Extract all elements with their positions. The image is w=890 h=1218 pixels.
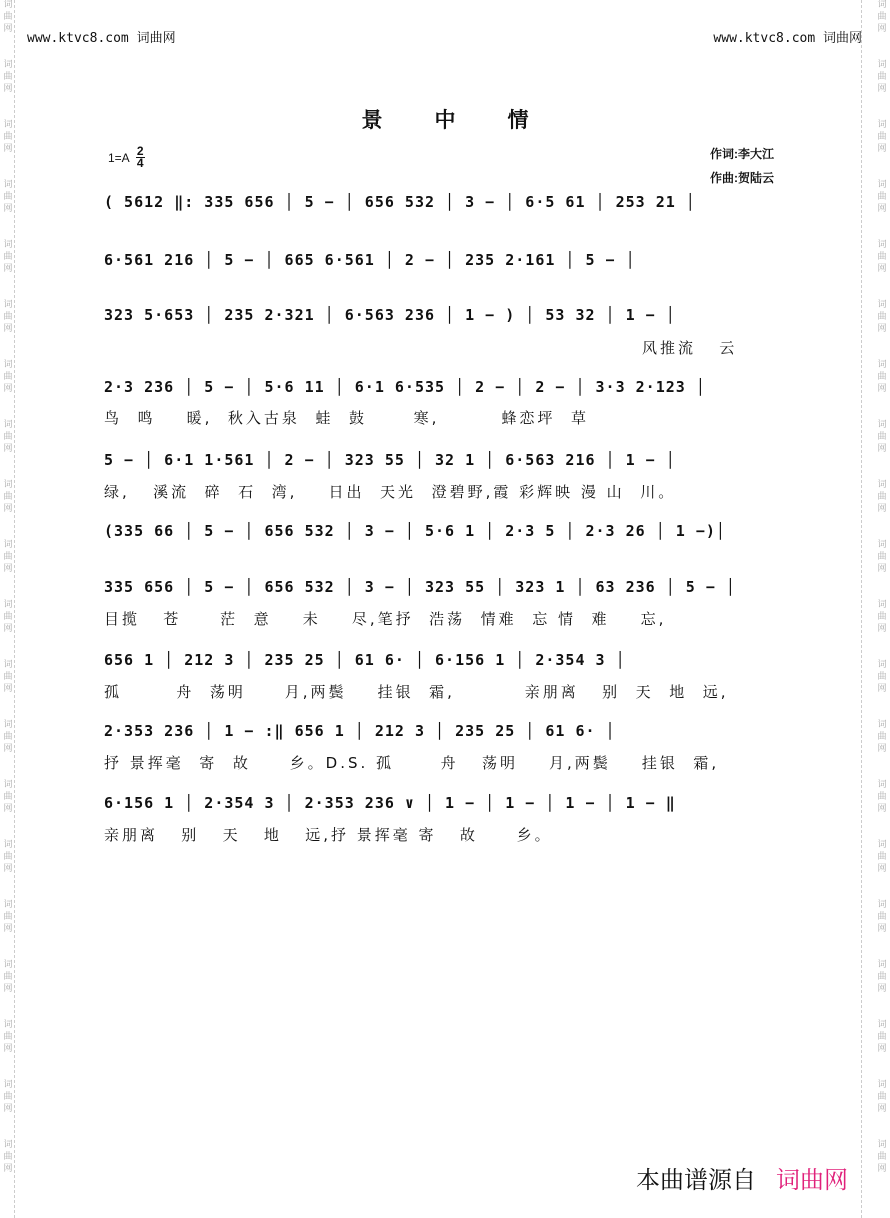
side-watermark-char: 曲 bbox=[3, 72, 13, 82]
lyric-line-7: 亲朋离 别 天 地 远,抒 景挥毫 寄 故 乡。 bbox=[104, 826, 553, 844]
side-watermark-char: 词 bbox=[3, 1140, 13, 1150]
side-watermark-char: 词 bbox=[877, 360, 887, 370]
side-watermark-char: 曲 bbox=[3, 1032, 13, 1042]
side-watermark-char: 词 bbox=[877, 1080, 887, 1090]
side-watermark-char: 曲 bbox=[3, 792, 13, 802]
side-watermark-char: 词 bbox=[877, 840, 887, 850]
side-watermark-char: 曲 bbox=[877, 312, 887, 322]
score-line-3: 323 5·653 │ 235 2·321 │ 6·563 236 │ 1 − ) │ 53 32 │ 1 − │ bbox=[104, 306, 676, 324]
side-watermark-char: 网 bbox=[877, 804, 887, 814]
side-watermark-char: 曲 bbox=[3, 432, 13, 442]
side-watermark-char: 网 bbox=[3, 84, 13, 94]
side-watermark-char: 网 bbox=[877, 624, 887, 634]
side-watermark-char: 曲 bbox=[877, 72, 887, 82]
lyric-line-4: 目揽 苍 茫 意 未 尽,笔抒 浩荡 情难 忘 情 难 忘, bbox=[104, 610, 667, 628]
side-watermark-char: 曲 bbox=[3, 612, 13, 622]
side-watermark-char: 词 bbox=[877, 780, 887, 790]
side-watermark-char: 曲 bbox=[877, 792, 887, 802]
side-watermark-char: 词 bbox=[877, 180, 887, 190]
side-watermark-char: 曲 bbox=[877, 1152, 887, 1162]
side-watermark-char: 网 bbox=[877, 864, 887, 874]
score-line-9: 2·353 236 │ 1 − :‖ 656 1 │ 212 3 │ 235 25 │ 61 6· │ bbox=[104, 722, 616, 740]
side-watermark-char: 词 bbox=[877, 1020, 887, 1030]
side-watermark-char: 网 bbox=[877, 924, 887, 934]
side-watermark-char: 曲 bbox=[877, 672, 887, 682]
side-watermark-char: 曲 bbox=[3, 132, 13, 142]
side-watermark-char: 网 bbox=[3, 864, 13, 874]
side-watermark-char: 词 bbox=[877, 1140, 887, 1150]
side-watermark-char: 网 bbox=[3, 684, 13, 694]
side-watermark-char: 网 bbox=[877, 144, 887, 154]
time-sig-bottom: 4 bbox=[136, 156, 144, 170]
side-watermark-char: 词 bbox=[3, 540, 13, 550]
side-watermark-char: 网 bbox=[3, 264, 13, 274]
side-watermark-char: 网 bbox=[877, 504, 887, 514]
side-watermark-char: 网 bbox=[3, 504, 13, 514]
score-line-6: (335 66 │ 5 − │ 656 532 │ 3 − │ 5·6 1 │ 2·3 5 │ 2·3 26 │ 1 −)│ bbox=[104, 522, 726, 540]
side-watermark-char: 网 bbox=[877, 1104, 887, 1114]
side-watermark-char: 网 bbox=[877, 444, 887, 454]
side-watermark-char: 网 bbox=[3, 624, 13, 634]
side-watermark-char: 网 bbox=[877, 744, 887, 754]
side-watermark-char: 网 bbox=[877, 564, 887, 574]
side-watermark-char: 词 bbox=[877, 480, 887, 490]
side-watermark-char: 词 bbox=[877, 60, 887, 70]
side-watermark-char: 曲 bbox=[3, 972, 13, 982]
side-watermark-char: 词 bbox=[877, 900, 887, 910]
side-watermark-char: 曲 bbox=[3, 372, 13, 382]
time-signature bbox=[136, 146, 145, 169]
score-line-4: 2·3 236 │ 5 − │ 5·6 11 │ 6·1 6·535 │ 2 − │ 2 − │ 3·3 2·123 │ bbox=[104, 378, 706, 396]
side-watermark-char: 词 bbox=[3, 180, 13, 190]
side-watermark-char: 曲 bbox=[877, 732, 887, 742]
side-watermark-char: 网 bbox=[877, 84, 887, 94]
side-watermark-char: 词 bbox=[3, 420, 13, 430]
side-watermark-char: 曲 bbox=[3, 312, 13, 322]
side-watermark-char: 词 bbox=[877, 300, 887, 310]
lyric-line-6: 抒 景挥毫 寄 故 乡。D.S. 孤 舟 荡明 月,两鬓 挂银 霜, bbox=[104, 754, 720, 772]
side-watermark-char: 网 bbox=[3, 324, 13, 334]
footer-brand-link[interactable]: 词曲网 bbox=[776, 1167, 848, 1194]
side-watermark-char: 词 bbox=[3, 240, 13, 250]
side-watermark-char: 词 bbox=[3, 720, 13, 730]
side-watermark-char: 词 bbox=[3, 0, 13, 10]
side-watermark-char: 网 bbox=[3, 804, 13, 814]
side-watermark-char: 曲 bbox=[3, 552, 13, 562]
side-watermark-char: 词 bbox=[3, 120, 13, 130]
side-watermark-char: 曲 bbox=[3, 252, 13, 262]
side-watermark-char: 网 bbox=[3, 564, 13, 574]
side-watermark-char: 曲 bbox=[3, 732, 13, 742]
key-signature bbox=[108, 146, 145, 169]
side-watermark-char: 曲 bbox=[3, 1092, 13, 1102]
side-watermark-char: 网 bbox=[877, 984, 887, 994]
side-watermark-char: 曲 bbox=[877, 132, 887, 142]
side-watermark-char: 网 bbox=[3, 1164, 13, 1174]
lyric-line-2: 鸟 鸣 暖, 秋入古泉 蛙 鼓 寒, 蜂恋坪 草 bbox=[104, 409, 590, 427]
side-watermark-char: 网 bbox=[3, 204, 13, 214]
side-watermark-char: 网 bbox=[3, 144, 13, 154]
side-watermark-char: 曲 bbox=[3, 492, 13, 502]
side-watermark-char: 曲 bbox=[3, 192, 13, 202]
side-watermark-char: 曲 bbox=[3, 912, 13, 922]
side-watermark-char: 曲 bbox=[877, 972, 887, 982]
side-watermark-char: 词 bbox=[3, 480, 13, 490]
side-watermark-char: 网 bbox=[3, 384, 13, 394]
side-watermark-char: 曲 bbox=[877, 12, 887, 22]
side-watermark-char: 曲 bbox=[3, 1152, 13, 1162]
side-watermark-char: 词 bbox=[877, 960, 887, 970]
side-watermark-char: 词 bbox=[3, 660, 13, 670]
footer-source bbox=[636, 1160, 848, 1195]
side-watermark-char: 词 bbox=[877, 0, 887, 10]
side-watermark-char: 网 bbox=[3, 24, 13, 34]
side-watermark-char: 词 bbox=[3, 960, 13, 970]
side-watermark-char: 词 bbox=[877, 720, 887, 730]
side-watermark-char: 词 bbox=[3, 780, 13, 790]
side-watermark-char: 网 bbox=[877, 384, 887, 394]
side-watermark-char: 词 bbox=[3, 60, 13, 70]
side-watermark-char: 曲 bbox=[877, 852, 887, 862]
side-watermark-char: 词 bbox=[3, 600, 13, 610]
side-watermark-char: 曲 bbox=[3, 852, 13, 862]
side-watermark-char: 词 bbox=[877, 600, 887, 610]
side-watermark-char: 词 bbox=[877, 120, 887, 130]
score-line-5: 5 − │ 6·1 1·561 │ 2 − │ 323 55 │ 32 1 │ 6·563 216 │ 1 − │ bbox=[104, 451, 676, 469]
side-watermark-char: 网 bbox=[877, 1164, 887, 1174]
lyric-line-3: 绿, 溪流 碎 石 湾, 日出 天光 澄碧野,霞 彩辉映 漫 山 川。 bbox=[104, 483, 677, 501]
side-watermark-char: 网 bbox=[877, 684, 887, 694]
side-watermark-char: 网 bbox=[3, 1104, 13, 1114]
side-watermark-char: 曲 bbox=[3, 672, 13, 682]
side-watermark-char: 网 bbox=[877, 1044, 887, 1054]
side-watermark-char: 曲 bbox=[877, 192, 887, 202]
side-watermark-char: 曲 bbox=[877, 492, 887, 502]
lyricist-credit: 作词:李大江 bbox=[710, 147, 774, 161]
side-watermark-char: 网 bbox=[877, 204, 887, 214]
score-line-2: 6·561 216 │ 5 − │ 665 6·561 │ 2 − │ 235 2·161 │ 5 − │ bbox=[104, 251, 636, 269]
side-watermark-char: 曲 bbox=[877, 1032, 887, 1042]
side-watermark-char: 词 bbox=[3, 1080, 13, 1090]
side-watermark-char: 曲 bbox=[877, 912, 887, 922]
side-watermark-char: 词 bbox=[3, 1020, 13, 1030]
left-margin-rule bbox=[14, 0, 29, 1218]
side-watermark-char: 网 bbox=[3, 744, 13, 754]
side-watermark-char: 词 bbox=[877, 420, 887, 430]
score-line-8: 656 1 │ 212 3 │ 235 25 │ 61 6· │ 6·156 1 │ 2·354 3 │ bbox=[104, 651, 626, 669]
side-watermark-char: 曲 bbox=[3, 12, 13, 22]
side-watermark-char: 曲 bbox=[877, 552, 887, 562]
lyric-line-5: 孤 舟 荡明 月,两鬓 挂银 霜, 亲朋离 别 天 地 远, bbox=[104, 683, 729, 701]
side-watermark-char: 词 bbox=[877, 660, 887, 670]
composer-credit: 作曲:贺陆云 bbox=[710, 171, 774, 185]
side-watermark-char: 词 bbox=[3, 840, 13, 850]
side-watermark-char: 网 bbox=[3, 984, 13, 994]
footer-source-label: 本曲谱源自 bbox=[636, 1167, 756, 1194]
side-watermark-char: 曲 bbox=[877, 612, 887, 622]
header-right-link[interactable]: www.ktvc8.com 词曲网 bbox=[713, 31, 862, 46]
song-title: 景中情 bbox=[361, 107, 581, 132]
side-watermark-char: 曲 bbox=[877, 372, 887, 382]
key-label: 1=A bbox=[108, 150, 130, 165]
side-watermark-char: 网 bbox=[877, 24, 887, 34]
score-line-10: 6·156 1 │ 2·354 3 │ 2·353 236 ∨ │ 1 − │ 1 − │ 1 − │ 1 − ‖ bbox=[104, 794, 676, 812]
side-watermark-char: 网 bbox=[3, 924, 13, 934]
time-sig-top: 2 bbox=[136, 144, 144, 158]
side-watermark-char: 曲 bbox=[877, 1092, 887, 1102]
score-line-1: ( 5612 ‖: 335 656 │ 5 − │ 656 532 │ 3 − │ 6·5 61 │ 253 21 │ bbox=[104, 193, 696, 211]
right-margin-rule bbox=[861, 0, 876, 1218]
side-watermark-char: 网 bbox=[3, 1044, 13, 1054]
side-watermark-char: 网 bbox=[3, 444, 13, 454]
side-watermark-char: 曲 bbox=[877, 432, 887, 442]
side-watermark-char: 网 bbox=[877, 324, 887, 334]
side-watermark-char: 网 bbox=[877, 264, 887, 274]
side-watermark-char: 词 bbox=[877, 540, 887, 550]
header-left-link[interactable]: www.ktvc8.com 词曲网 bbox=[27, 31, 176, 46]
side-watermark-char: 曲 bbox=[877, 252, 887, 262]
side-watermark-char: 词 bbox=[3, 300, 13, 310]
lyric-line-1: 风推流 云 bbox=[642, 339, 738, 357]
side-watermark-char: 词 bbox=[877, 240, 887, 250]
score-line-7: 335 656 │ 5 − │ 656 532 │ 3 − │ 323 55 │ 323 1 │ 63 236 │ 5 − │ bbox=[104, 578, 736, 596]
side-watermark-char: 词 bbox=[3, 900, 13, 910]
side-watermark-char: 词 bbox=[3, 360, 13, 370]
